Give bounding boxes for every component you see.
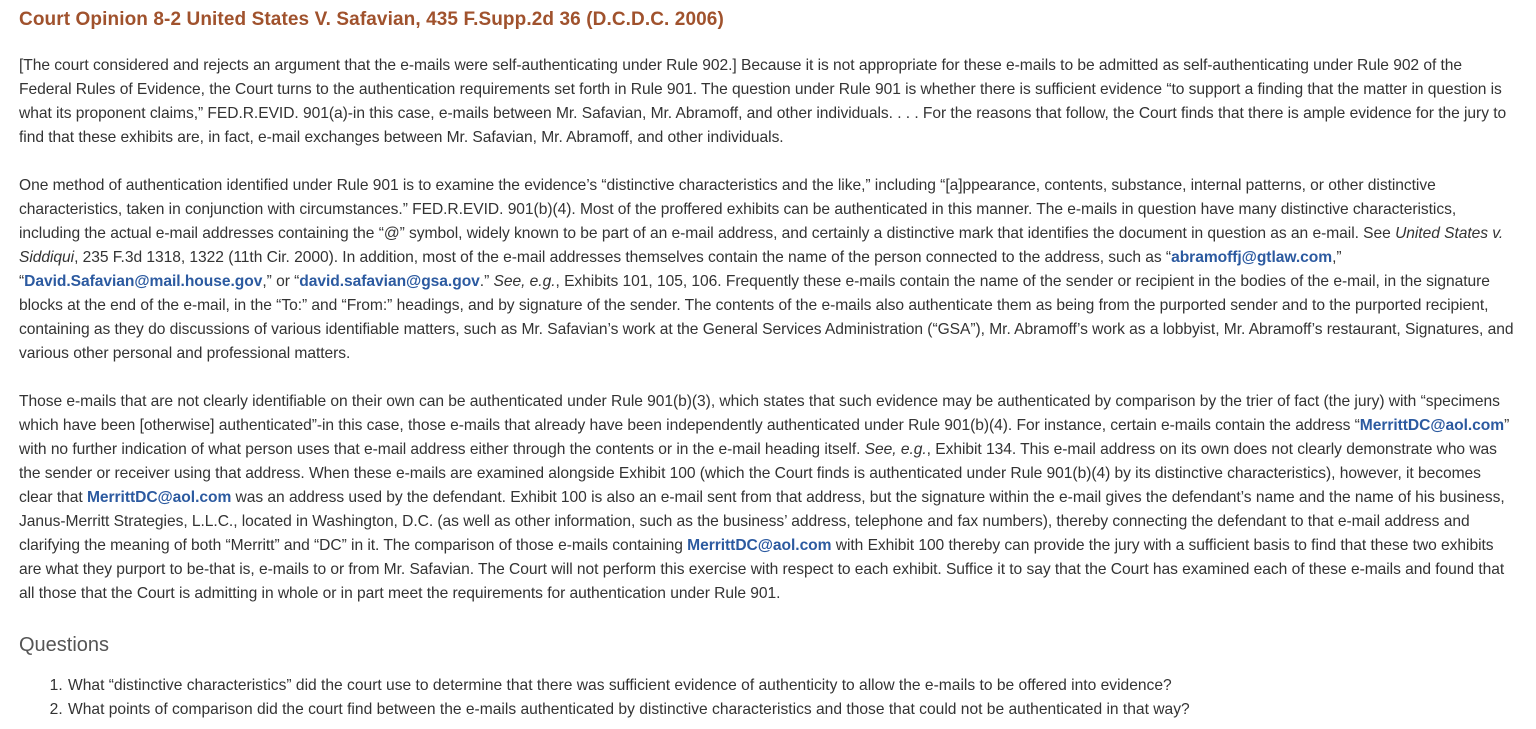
paragraph-2-text: ,” or “ (262, 273, 300, 290)
email-link-safavian-gsa[interactable]: david.safavian@gsa.gov (299, 273, 480, 290)
paragraph-3 (19, 390, 1516, 606)
paragraph-3-text: was an address used by the defendant. Exhibit 100 is also an e-mail sent from that address, but the signature within the e-mail gives the defendant’s name and the name of his business, Janus-Merritt Strategies, L.L.C., located in Washington, D.C. (as well as other information, such as the business’ address, telephone and fax numbers), thereby connecting the defendant to that e-mail address and clarifying the meaning of both “Merritt” and “DC” in it. The comparison of those e-mails containing (19, 489, 1505, 554)
email-link-merrittdc[interactable]: MerrittDC@aol.com (1359, 417, 1505, 434)
paragraph-1: [The court considered and rejects an argument that the e-mails were self-authenticating under Rule 902.] Because it is not appropriate for these e-mails to be admitted as self-authenticating under Rule 902 of the Federal Rules of Evidence, the Court turns to the authentication requirements set forth in Rule 901. The question under Rule 901 is whether there is sufficient evidence “to support a finding that the matter in question is what its proponent claims,” FED.R.EVID. 901(a)-in this case, e-mails between Mr. Safavian, Mr. Abramoff, and other individuals. . . . For the reasons that follow, the Court finds that there is ample evidence for the jury to find that these exhibits are, in fact, e-mail exchanges between Mr. Safavian, Mr. Abramoff, and other individuals. (19, 57, 1507, 146)
email-link-abramoff[interactable]: abramoffj@gtlaw.com (1171, 249, 1333, 266)
email-link-merrittdc[interactable]: MerrittDC@aol.com (687, 537, 832, 554)
paragraph-2-text: One method of authentication identified under Rule 901 is to examine the evidence’s “distinctive characteristics and the like,” including “[a]ppearance, contents, substance, internal patterns, or other distinctive characteristics, taken in conjunction with circumstances.” FED.R.EVID. 901(b)(4). Most of the proffered exhibits can be authenticated in this manner. The e-mails in question have many distinctive characteristics, including the actual e-mail addresses containing the “@” symbol, widely known to be part of an e-mail address, and certainly a distinctive mark that identifies the document in question as an e-mail. See (19, 177, 1457, 242)
questions-heading: Questions (19, 634, 110, 656)
question-item: 2. What points of comparison did the court find between the e-mails authenticated by distinctive characteristics and those that could not be authenticated in that way? (67, 698, 1516, 722)
question-item: 1. What “distinctive characteristics” did the court use to determine that there was sufficient evidence of authenticity to allow the e-mails to be offered into evidence? (67, 674, 1516, 698)
paragraph-3-text: ” with no further indication of what person uses that e-mail address either through the contents or in the e-mail heading itself. (19, 417, 1510, 458)
paragraph-3-text: , Exhibit 134. This e-mail address on its own does not clearly demonstrate who was the sender or receiver using that address. When these e-mails are examined alongside Exhibit 100 (which the Court finds is authenticated under Rule 901(b)(4) by its distinctive characteristics), however, it becomes clear that (19, 441, 1497, 506)
email-link-safavian-house[interactable]: David.Safavian@mail.house.gov (24, 273, 263, 290)
paragraph-2 (19, 174, 1516, 366)
paragraph-2-text: , 235 F.3d 1318, 1322 (11th Cir. 2000). In addition, most of the e-mail addresses themselves contain the name of the person connected to the address, such as “ (74, 249, 1172, 266)
paragraph-2-text: , Exhibits 101, 105, 106. Frequently these e-mails contain the name of the sender or recipient in the bodies of the e-mail, in the signature blocks at the end of the e-mail, in the “To:” and “From:” headings, and by signature of the sender. The contents of the e-mails also authenticate them as being from the purported sender and to the purported recipient, containing as they do discussions of various identifiable matters, such as Mr. Safavian’s work at the General Services Administration (“GSA”), Mr. Abramoff’s work as a lobbyist, Mr. Abramoff’s restaurant, Signatures, and various other personal and professional matters. (19, 273, 1514, 362)
paragraph-2-text: .” (479, 273, 494, 290)
paragraph-3-text: Those e-mails that are not clearly identifiable on their own can be authenticated under Rule 901(b)(3), which states that such evidence may be authenticated by comparison by the trier of fact (the jury) with “specimens which have been [otherwise] authenticated”-in this case, those e-mails that already have been independently authenticated under Rule 901(b)(4). For instance, certain e-mails contain the address “ (19, 393, 1500, 434)
paragraph-2-text: ,” “ (19, 249, 1342, 290)
email-link-merrittdc[interactable]: MerrittDC@aol.com (86, 489, 232, 506)
page-title: Court Opinion 8-2 United States V. Safavian, 435 F.Supp.2d 36 (D.C.D.C. 2006) (19, 9, 724, 30)
case-citation: United States v. Siddiqui (19, 225, 1504, 266)
paragraph-3-text: with Exhibit 100 thereby can provide the jury with a sufficient basis to find that these two exhibits are what they purport to be-that is, e-mails to or from Mr. Safavian. The Court will not perform this exercise with respect to each exhibit. Suffice it to say that the Court has examined each of these e-mails and found that all those that the Court is admitting in whole or in part meet the requirements for authentication under Rule 901. (19, 537, 1505, 602)
signal-see-eg: See, e.g. (864, 441, 927, 458)
questions-list (19, 674, 1516, 722)
signal-see-eg: See, e.g. (493, 273, 556, 290)
